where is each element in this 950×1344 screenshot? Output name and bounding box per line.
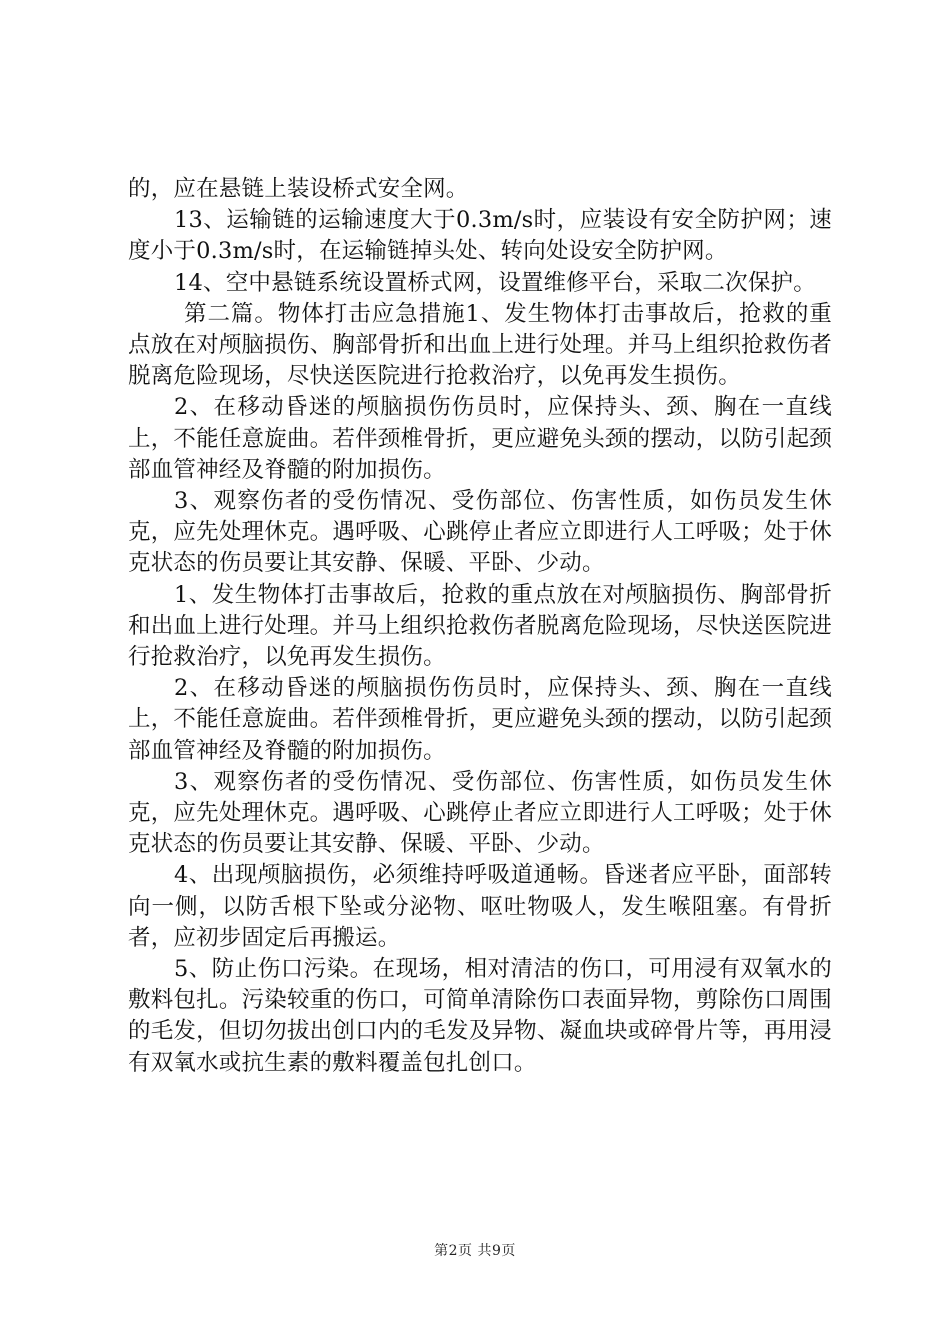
paragraph-section-two-heading: 第二篇。物体打击应急措施1、发生物体打击事故后，抢救的重点放在对颅脑损伤、胸部骨折和出血上进行处理。并马上组织抢救伤者脱离危险现场，尽快送医院进行抢救治疗，以免再发生损伤。 <box>128 300 832 390</box>
paragraph-item-14: 14、空中悬链系统设置桥式网，设置维修平台，采取二次保护。 <box>174 269 816 296</box>
paragraph-item-5: 5、防止伤口污染。在现场，相对清洁的伤口，可用浸有双氧水的敷料包扎。污染较重的伤口，可简单清除伤口表面异物，剪除伤口周围的毛发，但切勿拔出创口内的毛发及异物、凝血块或碎骨片等，再用浸有双氧水或抗生素的敷料覆盖包扎创口。 <box>128 956 832 1076</box>
paragraph-item-4: 4、出现颅脑损伤，必须维持呼吸道通畅。昏迷者应平卧，面部转向一侧，以防舌根下坠或分泌物、呕吐物吸人，发生喉阻塞。有骨折者，应初步固定后再搬运。 <box>128 862 832 951</box>
paragraph-item-1-repeat: 1、发生物体打击事故后，抢救的重点放在对颅脑损伤、胸部骨折和出血上进行处理。并马上组织抢救伤者脱离危险现场，尽快送医院进行抢救治疗，以免再发生损伤。 <box>128 581 832 671</box>
paragraph-continuation: 的，应在悬链上装设桥式安全网。 <box>128 176 469 202</box>
document-body <box>128 174 832 1079</box>
paragraph-item-2: 2、在移动昏迷的颅脑损伤伤员时，应保持头、颈、胸在一直线上，不能任意旋曲。若伴颈椎骨折，更应避免头颈的摆动，以防引起颈部血管神经及脊髓的附加损伤。 <box>128 394 832 483</box>
paragraph-item-3-repeat: 3、观察伤者的受伤情况、受伤部位、伤害性质，如伤员发生休克，应先处理休克。遇呼吸、心跳停止者应立即进行人工呼吸；处于休克状态的伤员要让其安静、保暖、平卧、少动。 <box>128 768 832 858</box>
paragraph-item-2-repeat: 2、在移动昏迷的颅脑损伤伤员时，应保持头、颈、胸在一直线上，不能任意旋曲。若伴颈椎骨折，更应避免头颈的摆动，以防引起颈部血管神经及脊髓的附加损伤。 <box>128 675 832 764</box>
paragraph-item-13: 13、运输链的运输速度大于0.3m/s时，应装设有安全防护网；速度小于0.3m/s时，在运输链掉头处、转向处设安全防护网。 <box>128 207 832 265</box>
page-number-footer: 第2页 共9页 <box>434 1243 516 1259</box>
paragraph-item-3: 3、观察伤者的受伤情况、受伤部位、伤害性质，如伤员发生休克，应先处理休克。遇呼吸、心跳停止者应立即进行人工呼吸；处于休克状态的伤员要让其安静、保暖、平卧、少动。 <box>128 488 832 577</box>
